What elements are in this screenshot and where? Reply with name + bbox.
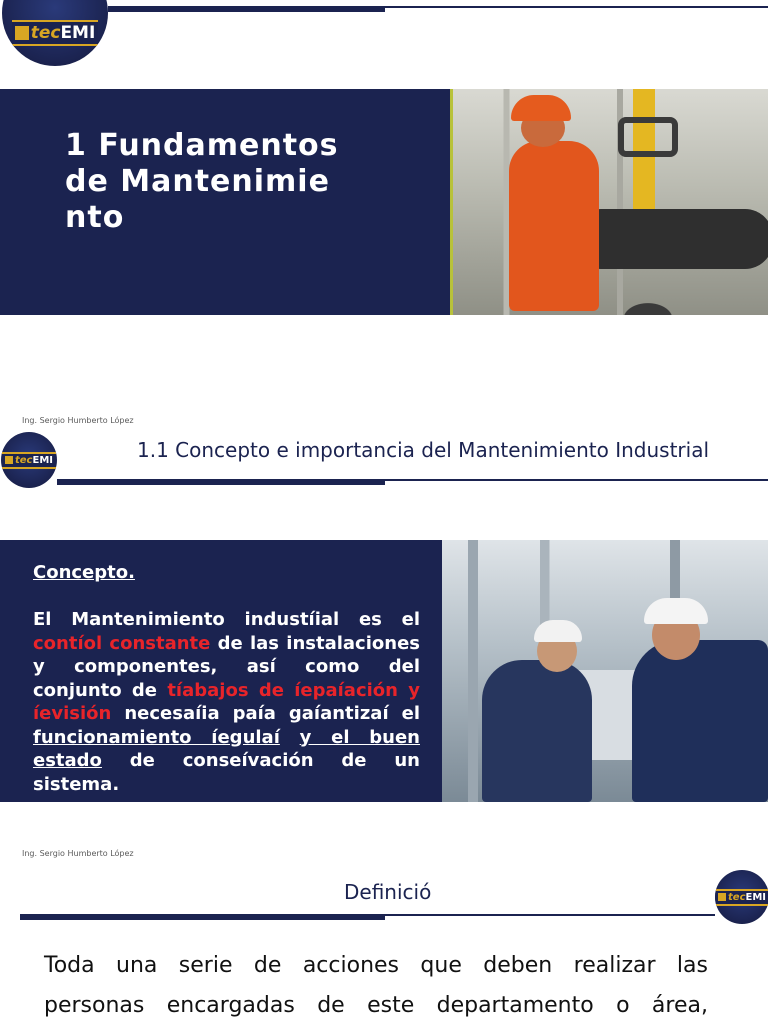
concept-underlined: y el buen estado xyxy=(33,726,420,771)
castle-icon xyxy=(718,893,726,901)
technician-helmet-shape xyxy=(644,598,708,624)
logo-tec-text: tec xyxy=(728,891,746,903)
concept-text-part: de conseívación de un sistema. xyxy=(33,750,420,795)
definition-heading: Definició xyxy=(344,880,432,904)
concept-text-part: El Mantenimiento industíial es el xyxy=(33,609,420,630)
castle-icon xyxy=(5,456,13,464)
concept-highlight-red: tíabajos de íepaíación y íevisión xyxy=(33,679,421,724)
logo-tec-text: tec xyxy=(30,23,61,43)
tecemi-logo-small xyxy=(1,432,57,488)
slide2-credit: Ing. Sergio Humberto López xyxy=(22,416,134,425)
section-rule-thin xyxy=(385,479,768,481)
logo-plate xyxy=(12,20,99,46)
header-rule-thin xyxy=(385,6,768,8)
logo-emi-text: EMI xyxy=(745,891,767,903)
technicians-photo xyxy=(442,540,768,802)
logo-emi-text: EMI xyxy=(60,23,96,43)
logo-plate xyxy=(715,889,768,906)
pipe-shape xyxy=(573,209,768,269)
concept-label: Concepto. xyxy=(33,562,135,583)
section-rule-thick xyxy=(57,479,385,485)
concept-paragraph xyxy=(33,608,420,796)
slide-title: 1 Fundamentos de Mantenimiento xyxy=(65,128,339,235)
worker-valve-photo xyxy=(450,89,768,315)
logo-tec-text: tec xyxy=(14,454,33,466)
concept-text-part: necesaíia paía gaíantizaí el xyxy=(111,703,420,724)
logo-emi-text: EMI xyxy=(32,454,53,466)
concept-highlight-red: contíol constante xyxy=(33,632,211,654)
logo-plate xyxy=(2,452,56,469)
castle-icon xyxy=(15,26,29,40)
concept-text-part: de las instalaciones y componentes, así como del conjunto de xyxy=(33,632,420,701)
technician-body-shape xyxy=(482,660,592,802)
slide3-credit: Ing. Sergio Humberto López xyxy=(22,849,134,858)
worker-helmet-shape xyxy=(511,95,571,121)
definition-rule-thin xyxy=(385,914,715,916)
definition-line: personas encargadas de este departamento o área, xyxy=(44,993,708,1018)
concept-text-part xyxy=(280,727,300,748)
tecemi-logo xyxy=(2,0,108,66)
definition-rule-thick xyxy=(20,914,385,920)
technician-body-shape xyxy=(632,640,768,802)
header-rule-thick xyxy=(108,6,385,12)
tecemi-logo-small xyxy=(715,870,768,924)
worker-body-shape xyxy=(509,141,599,311)
definition-body xyxy=(44,946,708,1024)
definition-line: Toda una serie de acciones que deben realizar las xyxy=(44,953,708,978)
technician-helmet-shape xyxy=(534,620,582,642)
valve-wheel-shape xyxy=(618,117,678,157)
section-heading: 1.1 Concepto e importancia del Mantenimiento Industrial xyxy=(137,438,710,462)
concept-underlined: funcionamiento íegulaí xyxy=(33,726,280,748)
